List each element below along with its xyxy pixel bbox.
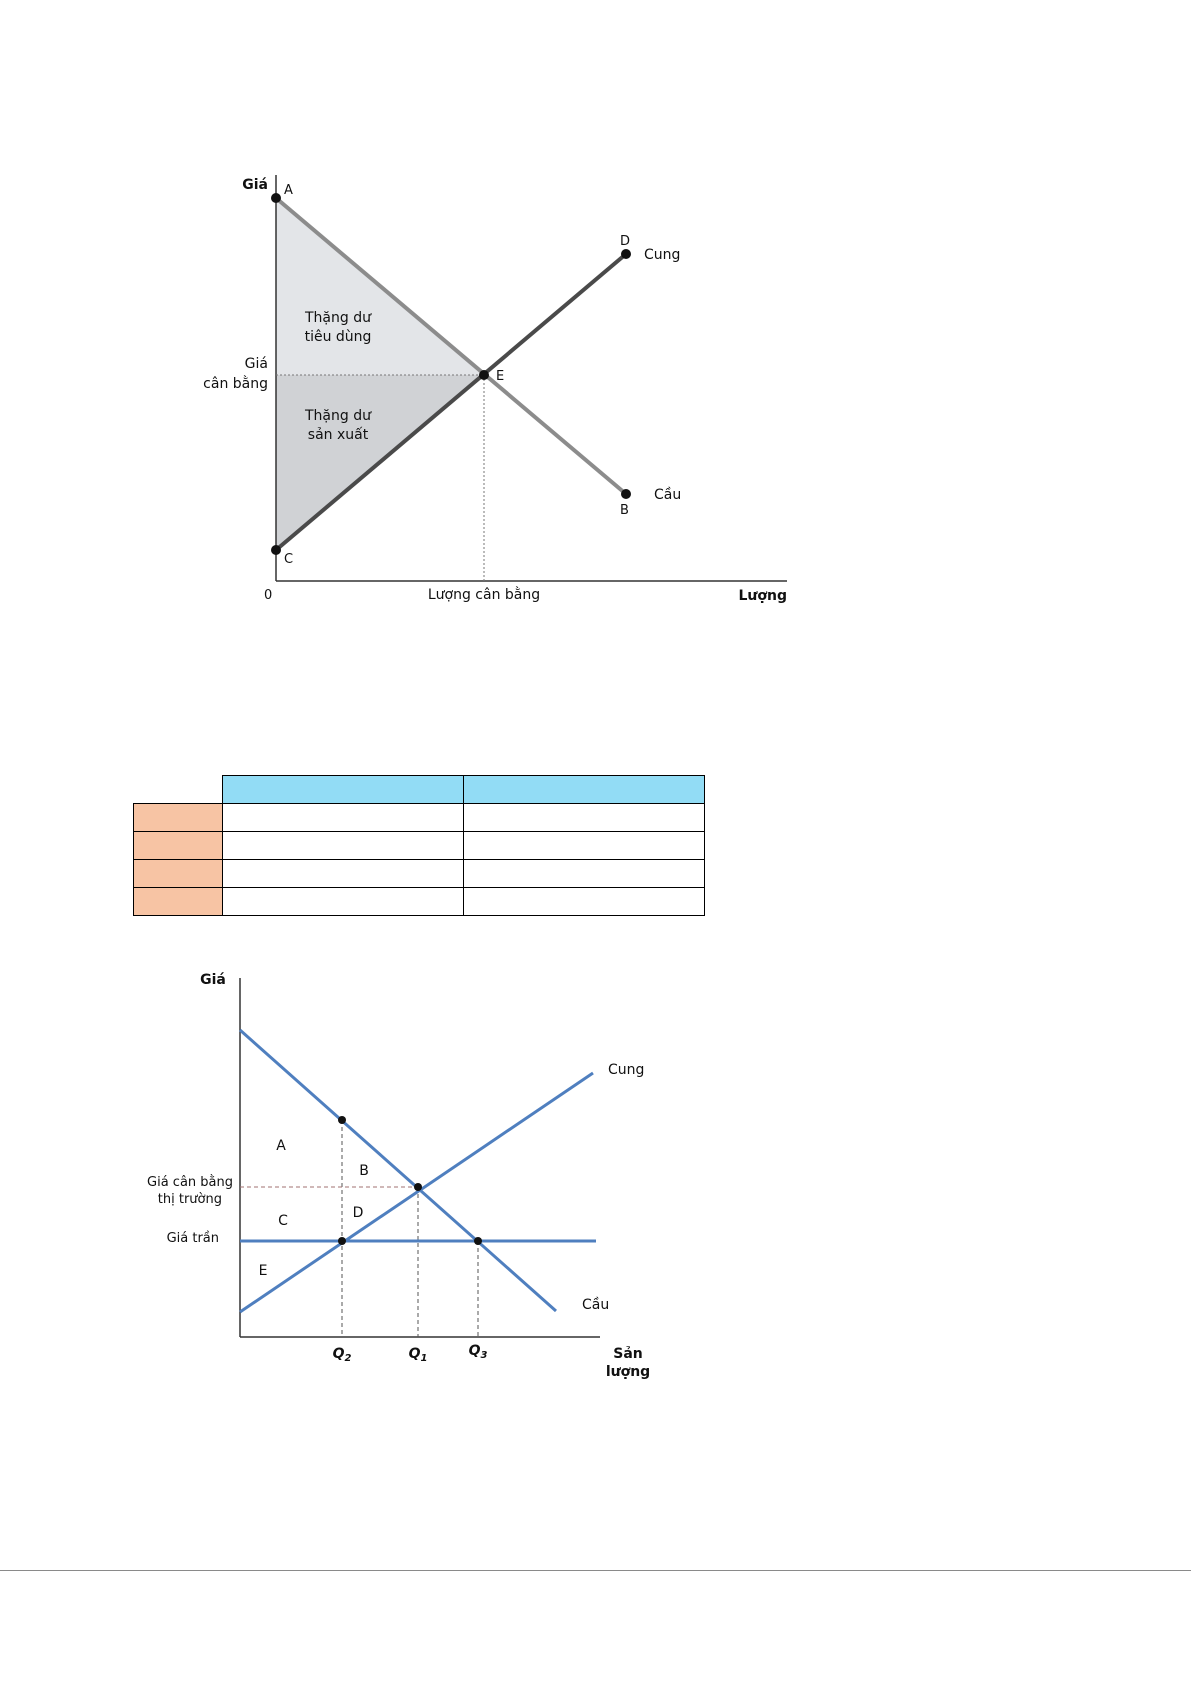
page-footer-divider	[0, 1570, 1191, 1571]
market-price-label-line2: thị trường	[157, 1192, 222, 1207]
empty-table	[133, 775, 705, 916]
equilibrium-quantity-label: Lượng cân bằng	[427, 587, 541, 603]
table-cell	[463, 832, 704, 860]
equilibrium-price-label-line1: Giá	[244, 356, 268, 372]
market-price-label-line1: Giá cân bằng	[147, 1175, 233, 1190]
region-c-label: C	[278, 1213, 288, 1229]
region-a-label: A	[276, 1138, 286, 1154]
table-corner-cell	[134, 776, 223, 804]
x-axis-label-line2: lượng	[605, 1364, 651, 1380]
point-a	[271, 193, 281, 203]
q1-subscript: 1	[420, 1353, 428, 1364]
demand-label: Cầu	[582, 1297, 610, 1313]
point-a-label: A	[284, 183, 293, 198]
table-header-row	[134, 776, 705, 804]
consumer-surplus-label-line2: tiêu dùng	[304, 329, 372, 345]
q3-subscript: 3	[480, 1350, 488, 1361]
demand-at-q2-point	[338, 1116, 346, 1124]
point-b	[621, 489, 631, 499]
y-axis-label: Giá	[242, 177, 268, 193]
table-row-header-cell	[134, 804, 223, 832]
table-cell	[463, 804, 704, 832]
point-b-label: B	[620, 503, 629, 518]
table-cell	[222, 860, 463, 888]
point-e-label: E	[496, 369, 505, 384]
table-cell	[222, 888, 463, 916]
q1-label	[409, 1346, 428, 1364]
point-e	[479, 370, 489, 380]
supply-label: Cung	[644, 247, 681, 263]
q2-letter: Q	[332, 1346, 345, 1362]
q3-label	[469, 1343, 488, 1361]
point-c	[271, 545, 281, 555]
q2-label	[333, 1346, 352, 1364]
table-row	[134, 804, 705, 832]
table-row	[134, 832, 705, 860]
price-ceiling-label: Giá trần	[166, 1231, 219, 1246]
point-d	[621, 249, 631, 259]
q2-subscript: 2	[344, 1353, 352, 1364]
region-d-label: D	[352, 1205, 364, 1221]
x-axis-label-line1: Sản	[613, 1346, 643, 1362]
q1-letter: Q	[408, 1346, 421, 1362]
surplus-diagram	[0, 0, 1191, 640]
table-row-header-cell	[134, 860, 223, 888]
consumer-surplus-label-line1: Thặng dư	[305, 310, 371, 326]
equilibrium-point	[414, 1183, 422, 1191]
x-axis-label: Lượng	[738, 588, 787, 604]
table-row-header-cell	[134, 888, 223, 916]
table-cell	[463, 888, 704, 916]
y-axis-label: Giá	[200, 972, 226, 988]
table-row-header-cell	[134, 832, 223, 860]
point-c-label: C	[284, 552, 294, 567]
point-d-label: D	[620, 234, 631, 249]
table-row	[134, 860, 705, 888]
demand-at-ceiling-point	[474, 1237, 482, 1245]
equilibrium-price-label-line2: cân bằng	[203, 376, 268, 392]
table-row	[134, 888, 705, 916]
demand-label: Cầu	[654, 487, 682, 503]
table-cell	[222, 804, 463, 832]
demand-curve	[240, 1030, 556, 1311]
producer-surplus-label-line2: sản xuất	[307, 427, 369, 443]
price-ceiling-diagram	[0, 950, 1191, 1410]
region-e-label: E	[258, 1263, 268, 1279]
origin-label: 0	[264, 588, 273, 603]
table-header-cell	[463, 776, 704, 804]
producer-surplus-label-line1: Thặng dư	[305, 408, 371, 424]
q3-letter: Q	[468, 1343, 481, 1359]
table-cell	[463, 860, 704, 888]
supply-label: Cung	[608, 1062, 645, 1078]
table-header-cell	[222, 776, 463, 804]
table-cell	[222, 832, 463, 860]
region-b-label: B	[359, 1163, 369, 1179]
supply-curve	[240, 1073, 593, 1312]
supply-at-ceiling-point	[338, 1237, 346, 1245]
